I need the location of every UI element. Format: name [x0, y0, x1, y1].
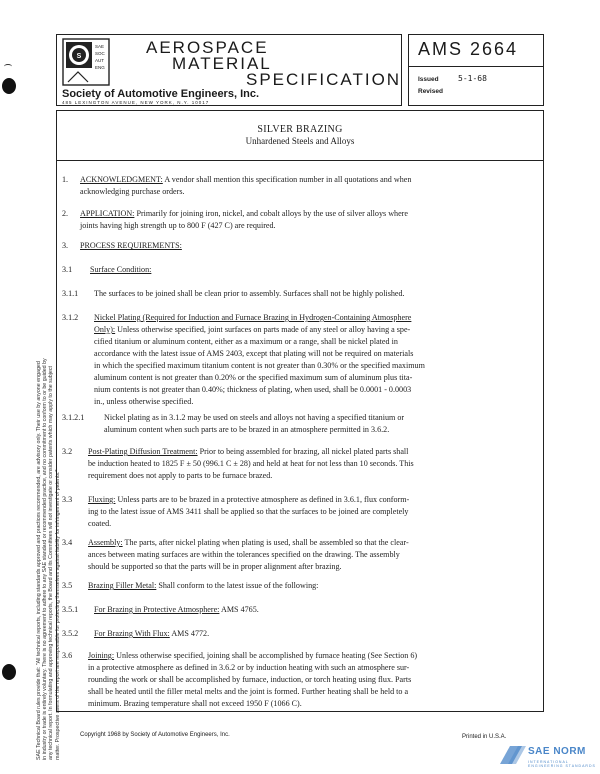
section-text: in., unless otherwise specified.: [94, 397, 194, 406]
document-title: SILVER BRAZING: [257, 124, 343, 135]
title-specification: SPECIFICATION: [246, 70, 402, 89]
issued-date: 5-1-68: [458, 74, 487, 83]
section-line: [88, 686, 408, 698]
section-number: 3.1.2: [62, 313, 79, 322]
section-text: ances between mating surfaces are within the tolerances specified on the drawing. The assembly: [88, 550, 400, 559]
section-text: be induction heated to 1825 F ± 50 (996.1 C ± 28) and held at heat for not less than 10 seconds. This: [88, 459, 414, 468]
watermark-label: SAE NORM: [528, 746, 586, 757]
section-text: ing to the latest issue of AMS 3411 shall be applied so that the surfaces to be joined are completely: [88, 507, 409, 516]
section-number: 3.4: [62, 538, 73, 547]
section-number: 3.5.1: [62, 605, 79, 614]
section-number: 3.2: [62, 447, 73, 456]
section-line: [94, 384, 411, 396]
section-line: [88, 674, 411, 686]
section-text: A vendor shall mention this specification number in all quotations and when: [162, 175, 412, 184]
section-number: 3.1: [62, 265, 73, 274]
section-number: 3.1.2.1: [62, 413, 85, 422]
section-heading: Joining:: [88, 651, 115, 660]
section-number: 2.: [62, 209, 69, 218]
section-text: Nickel plating as in 3.1.2 may be used on steels and alloys not having a specified titanium or: [104, 413, 405, 422]
section-text: accordance with the latest issue of AMS 2403, except that plating will not be required on materials: [94, 349, 414, 358]
title-material: MATERIAL: [172, 54, 272, 73]
svg-text:AUT: AUT: [95, 58, 104, 63]
section-line: [88, 518, 111, 530]
notice-line: SAE Technical Board rules provide that: "All technical reports, including standards approved and practices recommended, are advisory only. Their use by anyone engaged: [36, 361, 42, 760]
section-line: [80, 240, 182, 252]
section-heading: Assembly:: [88, 538, 123, 547]
section-line: [80, 220, 276, 232]
section-text: aluminum content when such parts are to be brazed in an atmosphere permitted in 3.6.2.: [104, 425, 390, 434]
section-heading: For Brazing With Flux:: [94, 629, 170, 638]
svg-text:SAE: SAE: [95, 44, 105, 49]
section-text: The parts, after nickel plating when plating is used, shall be assembled so that the clear-: [122, 538, 409, 547]
svg-text:S: S: [76, 53, 82, 60]
section-text: Shall conform to the latest issue of the following:: [156, 581, 319, 590]
section-line: [88, 494, 409, 506]
section-text: Unless otherwise specified, joint surfaces on parts made of any steel or alloy having a spe-: [115, 325, 411, 334]
section-text: Unless otherwise specified, joining shall be accomplished by furnace heating (See Section 6): [114, 651, 418, 660]
section-heading: Brazing Filler Metal:: [88, 581, 157, 590]
header-divider: [409, 66, 543, 67]
printed-notice: Printed in U.S.A.: [462, 734, 507, 740]
section-line: [94, 336, 398, 348]
section-heading: For Brazing in Protective Atmosphere:: [94, 605, 220, 614]
title-divider: [56, 160, 544, 161]
section-line: [80, 174, 411, 186]
section-line: [94, 628, 209, 640]
section-line: [88, 650, 417, 662]
svg-text:ENG: ENG: [95, 65, 105, 70]
section-text: AMS 4772.: [169, 629, 210, 638]
society-address: 485 LEXINGTON AVENUE, NEW YORK, N.Y. 10017: [62, 100, 210, 105]
section-text: coated.: [88, 519, 112, 528]
section-text: AMS 4765.: [219, 605, 259, 614]
title-aerospace: AEROSPACE: [146, 38, 269, 57]
notice-line: any technical report. In formulating and approving technical reports, the Board and its Committees will not investigate or consider patents which may apply to the subject: [48, 366, 55, 760]
section-line: [88, 561, 342, 573]
section-text: The surfaces to be joined shall be clean prior to assembly. Surfaces shall not be highly polished.: [94, 289, 405, 298]
section-text: acknowledging purchase orders.: [80, 187, 185, 196]
section-text: in which the specified maximum titanium content is not greater than 0.30% or the specified maximum: [94, 361, 425, 370]
notice-line: matter. Prospective users of the report are responsible for protecting themselves against liability for infringement of patents.": [54, 469, 61, 760]
section-line: [88, 506, 408, 518]
section-line: [104, 412, 404, 424]
section-heading: Surface Condition:: [90, 265, 152, 274]
section-text: joints having high strength up to 800 F (427 C) are required.: [80, 221, 276, 230]
section-line: [80, 186, 185, 198]
copyright-notice: Copyright 1968 by Society of Automotive Engineers, Inc.: [80, 732, 230, 738]
section-line: [88, 458, 414, 470]
section-text: nium contents is not greater than 0.40%; thickness of plating, when used, shall be 0.0001 - 0.0003: [94, 385, 412, 394]
section-line: [88, 446, 408, 458]
section-text: Unless parts are to be brazed in a protective atmosphere as defined in 3.6.1, flux conform-: [115, 495, 410, 504]
section-text: should be supported so that the parts will be in proper alignment after brazing.: [88, 562, 342, 571]
section-heading: Only):: [94, 325, 116, 334]
section-line: [94, 360, 425, 372]
society-name: Society of Automotive Engineers, Inc.: [62, 88, 260, 100]
section-number: 1.: [62, 175, 69, 184]
section-heading: PROCESS REQUIREMENTS:: [80, 241, 182, 250]
section-line: [94, 288, 405, 300]
section-number: 3.5: [62, 581, 73, 590]
section-heading: Fluxing:: [88, 495, 116, 504]
section-line: [90, 264, 151, 276]
section-line: [88, 662, 409, 674]
section-heading: APPLICATION:: [80, 209, 135, 218]
notice-line: in industry or trade is entirely voluntary. There is no agreement to adhere to any SAE standard or recommended practice, and no commitment to conform to or be guided by: [42, 358, 49, 760]
margin-mark: [4, 64, 12, 69]
section-number: 3.: [62, 241, 69, 250]
section-text: minimum. Brazing temperature shall not exceed 1950 F (1066 C).: [88, 699, 302, 708]
svg-text:SOC: SOC: [95, 51, 105, 56]
watermark-sublabel: INTERNATIONAL ENGINEERING STANDARDS: [528, 760, 596, 768]
section-text: shall be heated until the filler metal melts and the joint is formed. Further heating shall be held to a: [88, 687, 409, 696]
body-frame: [56, 110, 544, 712]
section-line: [104, 424, 389, 436]
sae-logo-icon: [62, 38, 110, 86]
section-text: Primarily for joining iron, nickel, and cobalt alloys by the use of silver alloys where: [134, 209, 408, 218]
section-heading: Nickel Plating (Required for Induction and Furnace Brazing in Hydrogen-Containing Atmosphere: [94, 313, 412, 322]
section-line: [88, 698, 302, 710]
punch-hole: [2, 78, 16, 94]
section-line: [94, 312, 411, 324]
section-number: 3.6: [62, 651, 73, 660]
document-subtitle: Unhardened Steels and Alloys: [245, 136, 355, 146]
section-number: 3.5.2: [62, 629, 79, 638]
revised-label: Revised: [418, 88, 443, 95]
section-heading: Post-Plating Diffusion Treatment:: [88, 447, 198, 456]
section-line: [94, 372, 412, 384]
section-text: aluminum content is not greater than 0.20% or the specified maximum sum of aluminum plus tita-: [94, 373, 413, 382]
section-number: 3.3: [62, 495, 73, 504]
section-line: [88, 537, 409, 549]
section-line: [94, 396, 193, 408]
section-line: [94, 604, 259, 616]
section-line: [80, 208, 408, 220]
section-text: rounding the work or shall be accomplished by furnace, induction, or torch heating using flux. Parts: [88, 675, 412, 684]
section-line: [94, 348, 413, 360]
section-text: requirement does not apply to parts to be furnace brazed.: [88, 471, 273, 480]
issued-label: Issued: [418, 76, 439, 83]
section-line: [88, 580, 318, 592]
section-line: [88, 549, 400, 561]
punch-hole: [2, 664, 16, 680]
ams-number: AMS 2664: [418, 39, 519, 59]
section-text: in a protective atmosphere as defined in 3.6.2 or by induction heating with such an atmosphere sur-: [88, 663, 410, 672]
section-text: Prior to being assembled for brazing, all nickel plated parts shall: [197, 447, 409, 456]
section-heading: ACKNOWLEDGMENT:: [80, 175, 163, 184]
section-line: [88, 470, 272, 482]
section-number: 3.1.1: [62, 289, 79, 298]
section-line: [94, 324, 410, 336]
section-text: cified titanium or aluminum content, either as a maximum or a range, shall be nickel plated in: [94, 337, 398, 346]
